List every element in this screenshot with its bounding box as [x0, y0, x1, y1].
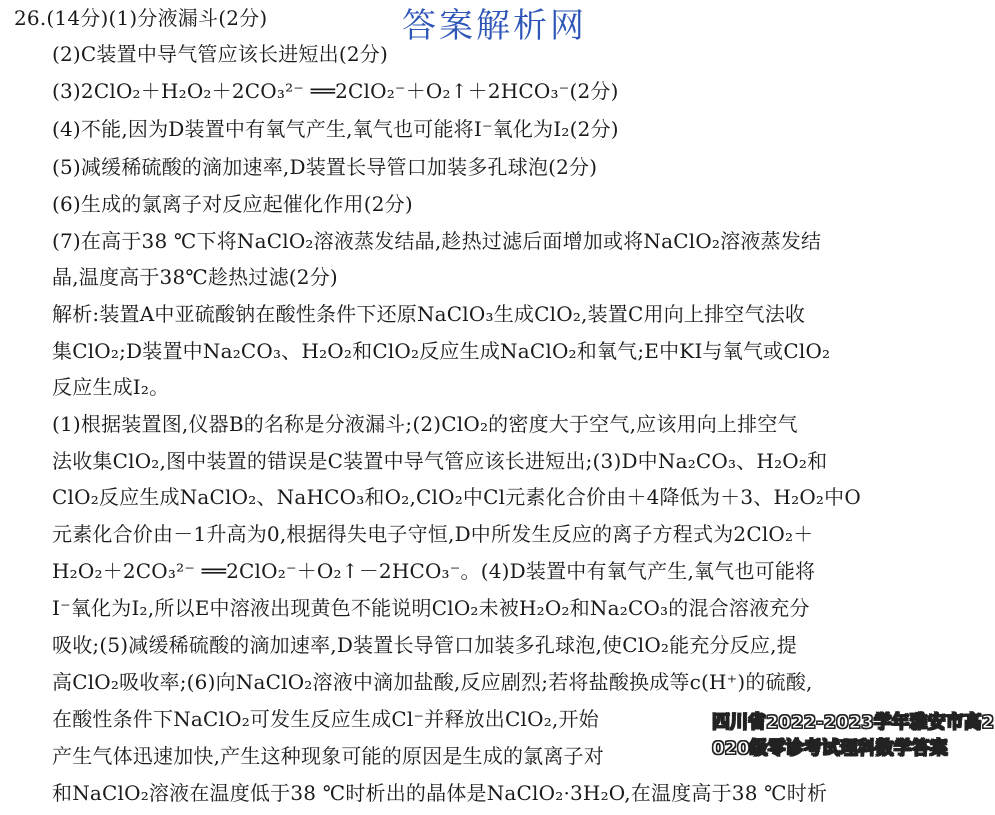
answer-line: (4)不能,因为D装置中有氧气产生,氧气也可能将I⁻氧化为I₂(2分)	[52, 117, 619, 141]
analysis-line: 集ClO₂;D装置中Na₂CO₃、H₂O₂和ClO₂反应生成NaClO₂和氧气;E中KI与氧气或ClO₂	[52, 339, 831, 363]
answer-line: (6)生成的氯离子对反应起催化作用(2分)	[52, 192, 413, 216]
answer-line: 26.(14分)(1)分液漏斗(2分)	[14, 6, 268, 30]
answer-line: (3)2ClO₂＋H₂O₂＋2CO₃²⁻ ══2ClO₂⁻＋O₂↑＋2HCO₃⁻(2分)	[52, 79, 619, 103]
analysis-line: 元素化合价由－1升高为0,根据得失电子守恒,D中所发生反应的离子方程式为2ClO₂＋	[52, 522, 814, 546]
analysis-line: ClO₂反应生成NaClO₂、NaHCO₃和O₂,ClO₂中Cl元素化合价由＋4降低为＋3、H₂O₂中O	[52, 485, 861, 509]
answer-line: (2)C装置中导气管应该长进短出(2分)	[52, 42, 388, 66]
answer-line: 晶,温度高于38℃趁热过滤(2分)	[52, 265, 338, 289]
exam-watermark: 四川省2022-2023学年雅安市高2020级零诊考试理科数学答案	[712, 712, 995, 759]
analysis-line: 吸收;(5)减缓稀硫酸的滴加速率,D装置长导管口加装多孔球泡,使ClO₂能充分反应,提	[52, 633, 797, 657]
analysis-line: 和NaClO₂溶液在温度低于38 ℃时析出的晶体是NaClO₂·3H₂O,在温度高于38 ℃时析	[52, 781, 828, 805]
answer-line: (7)在高于38 ℃下将NaClO₂溶液蒸发结晶,趁热过滤后面增加或将NaClO₂溶液蒸发结	[52, 229, 822, 253]
analysis-line: 法收集ClO₂,图中装置的错误是C装置中导气管应该长进短出;(3)D中Na₂CO₃、H₂O₂和	[52, 449, 828, 473]
analysis-line: 产生气体迅速加快,产生这种现象可能的原因是生成的氯离子对	[52, 744, 604, 768]
analysis-line: I⁻氧化为I₂,所以E中溶液出现黄色不能说明ClO₂未被H₂O₂和Na₂CO₃的混合溶液充分	[52, 596, 810, 620]
analysis-line: 反应生成I₂。	[52, 375, 170, 399]
analysis-line: H₂O₂＋2CO₃²⁻ ══2ClO₂⁻＋O₂↑－2HCO₃⁻。(4)D装置中有氧气产生,氧气也可能将	[52, 559, 816, 583]
analysis-line: (1)根据装置图,仪器B的名称是分液漏斗;(2)ClO₂的密度大于空气,应该用向上排空气	[52, 412, 798, 436]
site-watermark: 答案解析网	[402, 6, 587, 46]
analysis-line: 解析:装置A中亚硫酸钠在酸性条件下还原NaClO₃生成ClO₂,装置C用向上排空气法收	[52, 302, 806, 326]
analysis-line: 高ClO₂吸收率;(6)向NaClO₂溶液中滴加盐酸,反应剧烈;若将盐酸换成等c(H⁺)的硫酸,	[52, 670, 813, 694]
answer-line: (5)减缓稀硫酸的滴加速率,D装置长导管口加装多孔球泡(2分)	[52, 155, 598, 179]
analysis-line: 在酸性条件下NaClO₂可发生反应生成Cl⁻并释放出ClO₂,开始	[52, 707, 599, 731]
